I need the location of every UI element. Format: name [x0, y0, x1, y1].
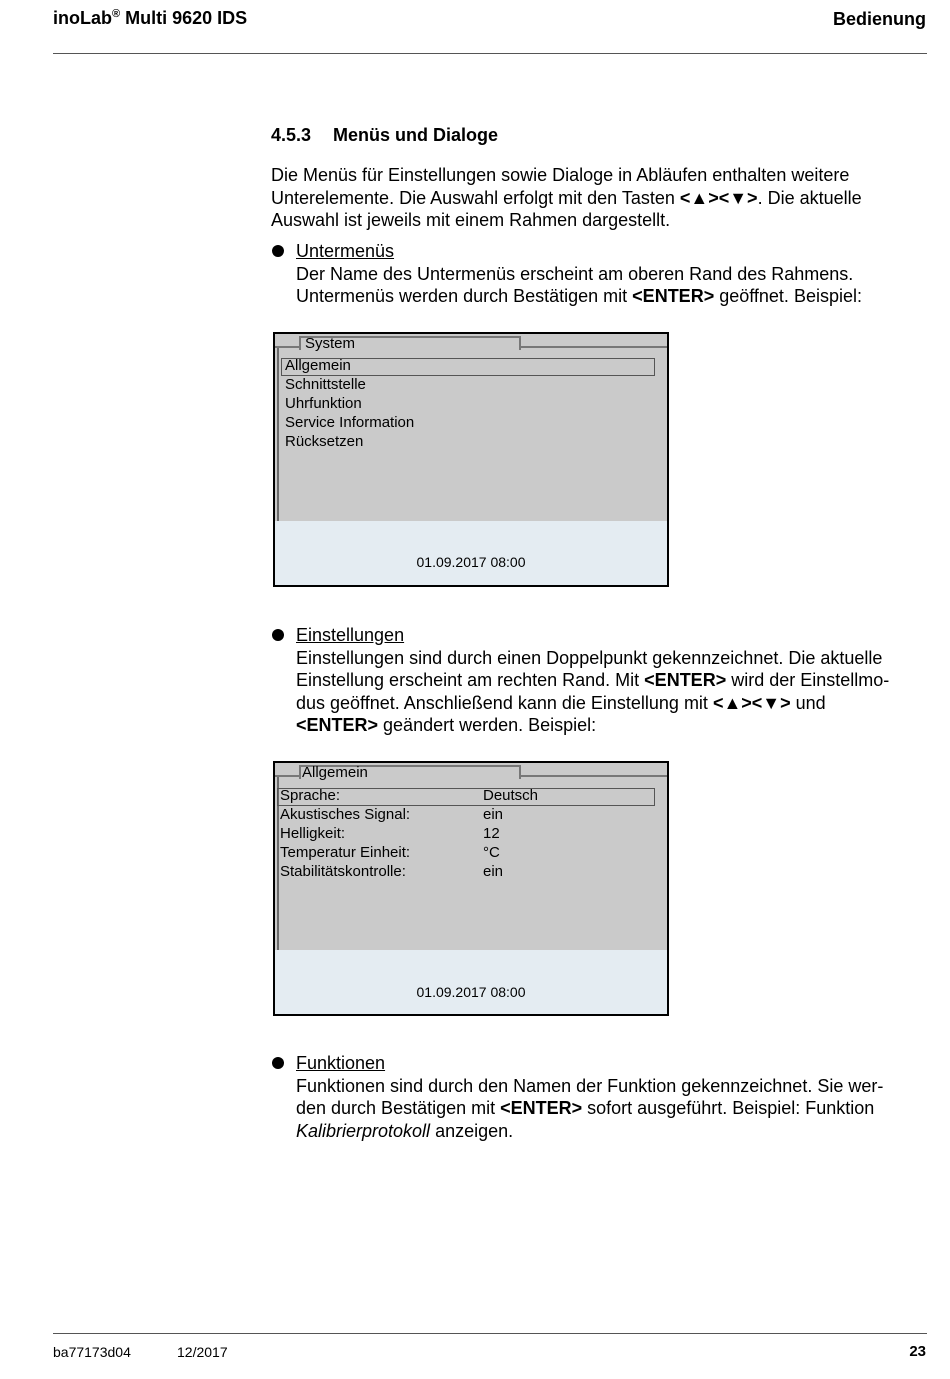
setting-value-akustisches-signal: ein: [483, 806, 504, 823]
bullet-text-part: Einstellung erscheint am rechten Rand. Mit: [296, 670, 645, 690]
bullet-text: [296, 1120, 932, 1143]
key-updown: <▲><▼>: [679, 187, 758, 208]
bullet-text-part: geändert werden. Beispiel:: [378, 715, 597, 735]
setting-value-stabilitaetskontrolle: ein: [483, 863, 504, 880]
setting-value-temperatur-einheit: °C: [483, 844, 500, 861]
menu-item-service-information[interactable]: Service Information: [285, 414, 415, 431]
frame-line: [519, 346, 667, 348]
registered-mark: ®: [112, 8, 121, 20]
bullet-text-part: geöffnet. Beispiel:: [714, 286, 862, 306]
footer-date: 12/2017: [177, 1344, 228, 1360]
function-name: Kalibrierprotokoll: [296, 1120, 431, 1141]
bullet-text-part: sofort ausgeführt. Beispiel: Funktion: [582, 1098, 875, 1118]
frame-line: [275, 346, 301, 348]
bullet-text: [296, 669, 932, 692]
status-datetime: 01.09.2017 08:00: [416, 984, 526, 1000]
bullet-untermenues: [296, 240, 932, 308]
menu-item-allgemein[interactable]: Allgemein: [285, 357, 351, 374]
setting-value-sprache: Deutsch: [483, 787, 539, 804]
frame-line: [519, 775, 667, 777]
bullet-funktionen: [296, 1052, 932, 1142]
section-number: 4.5.3: [271, 125, 312, 145]
intro-text: . Die aktuelle: [757, 187, 862, 208]
key-enter: <ENTER>: [500, 1098, 583, 1118]
menu-item-uhrfunktion[interactable]: Uhrfunktion: [285, 395, 362, 412]
page-number: 23: [909, 1343, 926, 1360]
panel-edge: [277, 346, 279, 521]
setting-label-sprache[interactable]: Sprache:: [280, 787, 341, 804]
intro-line: [271, 187, 931, 210]
section-title: Menüs und Dialoge: [333, 125, 499, 145]
setting-value-helligkeit: 12: [483, 825, 500, 842]
menu-item-ruecksetzen[interactable]: Rücksetzen: [285, 433, 364, 450]
bullet-title: Einstellungen: [296, 625, 405, 645]
device-screen-allgemein: [273, 761, 669, 1016]
bullet-einstellungen: [296, 624, 932, 737]
product-name: inoLab: [53, 8, 112, 28]
menu-item-schnittstelle[interactable]: Schnittstelle: [285, 376, 366, 393]
bullet-text: [296, 692, 932, 715]
footer-rule: [53, 1333, 927, 1334]
key-enter: <ENTER>: [296, 715, 379, 735]
bullet-text-part: wird der Einstellmo-: [726, 670, 890, 690]
bullet-text: Funktionen sind durch den Namen der Funktion gekennzeichnet. Sie wer-: [296, 1075, 884, 1096]
header-section: Bedienung: [833, 9, 926, 29]
menu-title: Allgemein: [302, 764, 368, 781]
intro-line: Die Menüs für Einstellungen sowie Dialoge in Abläufen enthalten weitere: [271, 165, 850, 185]
bullet-text-part: anzeigen.: [430, 1120, 514, 1141]
bullet-text: [296, 714, 932, 737]
key-enter: <ENTER>: [632, 286, 715, 306]
bullet-title: Funktionen: [296, 1053, 386, 1073]
key-updown: <▲><▼>: [712, 692, 791, 713]
bullet-dot-icon: [272, 629, 284, 641]
footer-doc-id: ba77173d04: [53, 1344, 131, 1360]
header-rule: [53, 53, 927, 54]
bullet-text: Der Name des Untermenüs erscheint am oberen Rand des Rahmens.: [296, 263, 854, 284]
setting-label-temperatur-einheit[interactable]: Temperatur Einheit:: [280, 844, 411, 861]
key-enter: <ENTER>: [644, 670, 727, 690]
intro-text: Unterelemente. Die Auswahl erfolgt mit den Tasten: [271, 187, 680, 208]
frame-line: [275, 775, 301, 777]
menu-title: System: [305, 335, 356, 352]
intro-line: Auswahl ist jeweils mit einem Rahmen dargestellt.: [271, 210, 671, 230]
bullet-text: [296, 1097, 932, 1120]
bullet-dot-icon: [272, 245, 284, 257]
bullet-title: Untermenüs: [296, 241, 395, 261]
product-model: Multi 9620 IDS: [120, 8, 248, 28]
device-screen-system: [273, 332, 669, 587]
bullet-text-part: Untermenüs werden durch Bestätigen mit: [296, 286, 633, 306]
status-datetime: 01.09.2017 08:00: [416, 554, 526, 570]
section-heading: [271, 125, 498, 146]
bullet-text: [296, 285, 932, 308]
header-product: [53, 8, 247, 29]
setting-label-helligkeit[interactable]: Helligkeit:: [280, 825, 346, 842]
bullet-text-part: den durch Bestätigen mit: [296, 1098, 501, 1118]
intro-paragraph: [271, 164, 931, 232]
bullet-text-part: und: [790, 692, 826, 713]
setting-label-stabilitaetskontrolle[interactable]: Stabilitätskontrolle:: [280, 863, 406, 880]
bullet-text-part: dus geöffnet. Anschließend kann die Einstellung mit: [296, 692, 713, 713]
bullet-dot-icon: [272, 1057, 284, 1069]
setting-label-akustisches-signal[interactable]: Akustisches Signal:: [280, 806, 411, 823]
bullet-text: Einstellungen sind durch einen Doppelpunkt gekennzeichnet. Die aktuelle: [296, 647, 883, 668]
